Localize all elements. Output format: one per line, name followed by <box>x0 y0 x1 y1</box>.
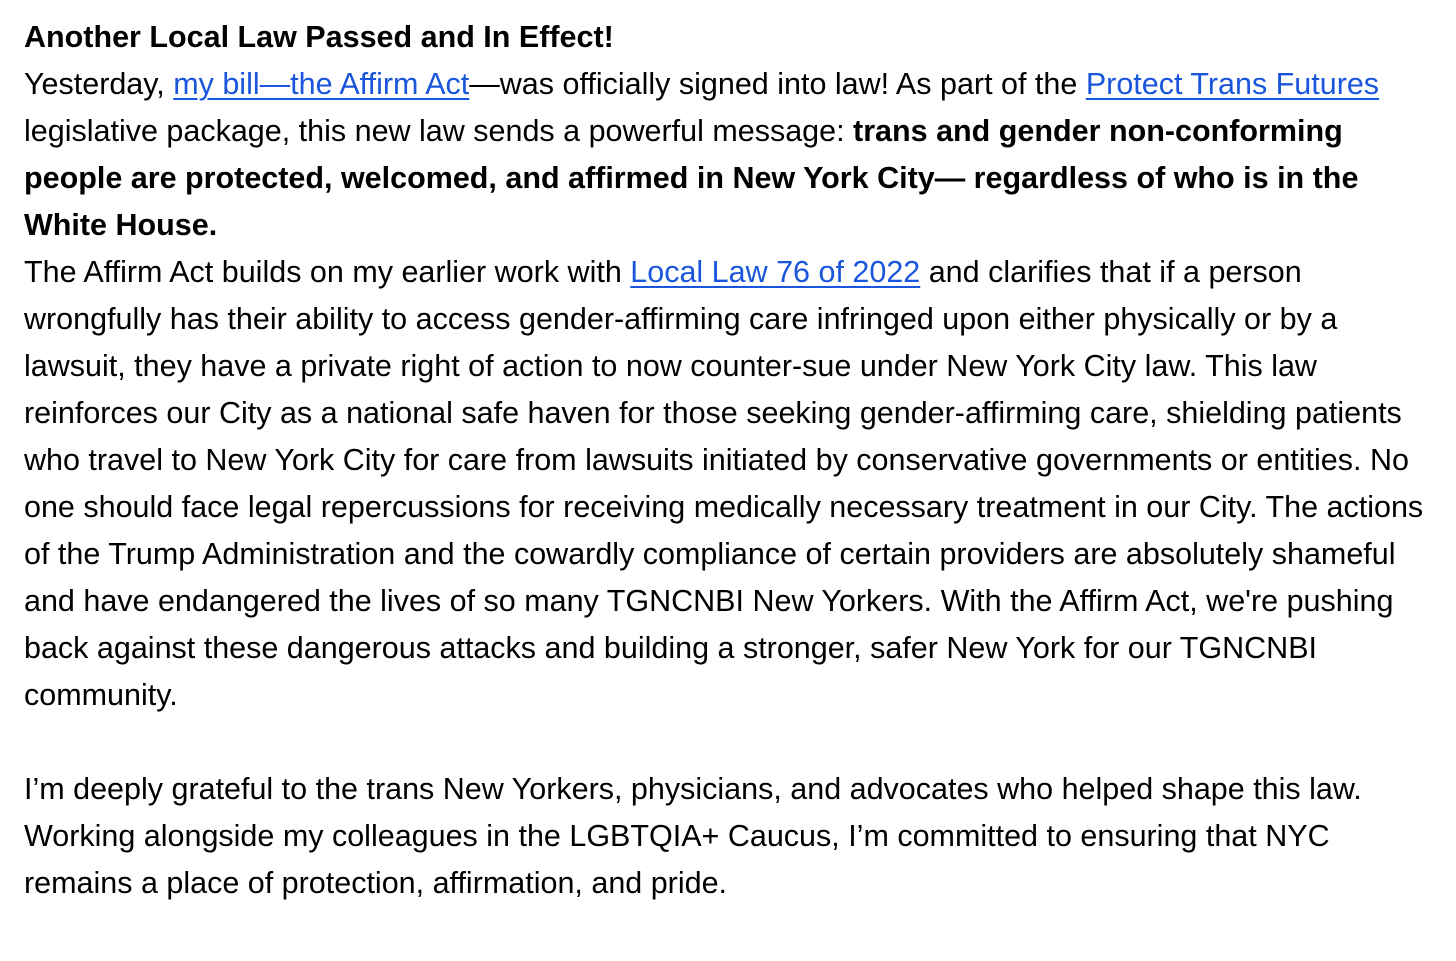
paragraph-spacer <box>24 719 1440 766</box>
affirm-act-link[interactable]: my bill—the Affirm Act <box>173 67 470 101</box>
document-body <box>24 14 1440 907</box>
protect-trans-futures-link[interactable]: Protect Trans Futures <box>1085 67 1380 101</box>
intro-text-1: Yesterday, <box>24 67 174 101</box>
paragraph-intro <box>24 61 1440 249</box>
affirm-text-1: The Affirm Act builds on my earlier work with <box>24 255 631 289</box>
intro-text-3: legislative package, this new law sends a powerful message: <box>24 114 854 148</box>
intro-text-2: —was officially signed into law! As part of the <box>469 67 1086 101</box>
heading: Another Local Law Passed and In Effect! <box>24 20 614 54</box>
local-law-76-link[interactable]: Local Law 76 of 2022 <box>630 255 921 289</box>
affirm-text-2: and clarifies that if a person wrongfully has their ability to access gender-affirming care infringed upon either physically or by a lawsuit, they have a private right of action to now counter-sue under New York City law. This law reinforces our City as a national safe haven for those seeking gender-affirming care, shielding patients who travel to New York City for care from lawsuits initiated by conservative governments or entities. No one should face legal repercussions for receiving medically necessary treatment in our City. The actions of the Trump Administration and the cowardly compliance of certain providers are absolutely shameful and have endangered the lives of so many TGNCNBI New Yorkers. With the Affirm Act, we're pushing back against these dangerous attacks and building a stronger, safer New York for our TGNCNBI community. <box>24 255 1424 712</box>
paragraph-gratitude: I’m deeply grateful to the trans New Yorkers, physicians, and advocates who helped shape this law. Working alongside my colleagues in the LGBTQIA+ Caucus, I’m committed to ensuring that NYC remains a place of protection, affirmation, and pride. <box>24 772 1362 900</box>
paragraph-affirm-act <box>24 249 1440 719</box>
intro-bold-statement: trans and gender non-conforming people are protected, welcomed, and affirmed in New York City— regardless of who is in the White House. <box>24 114 1359 242</box>
